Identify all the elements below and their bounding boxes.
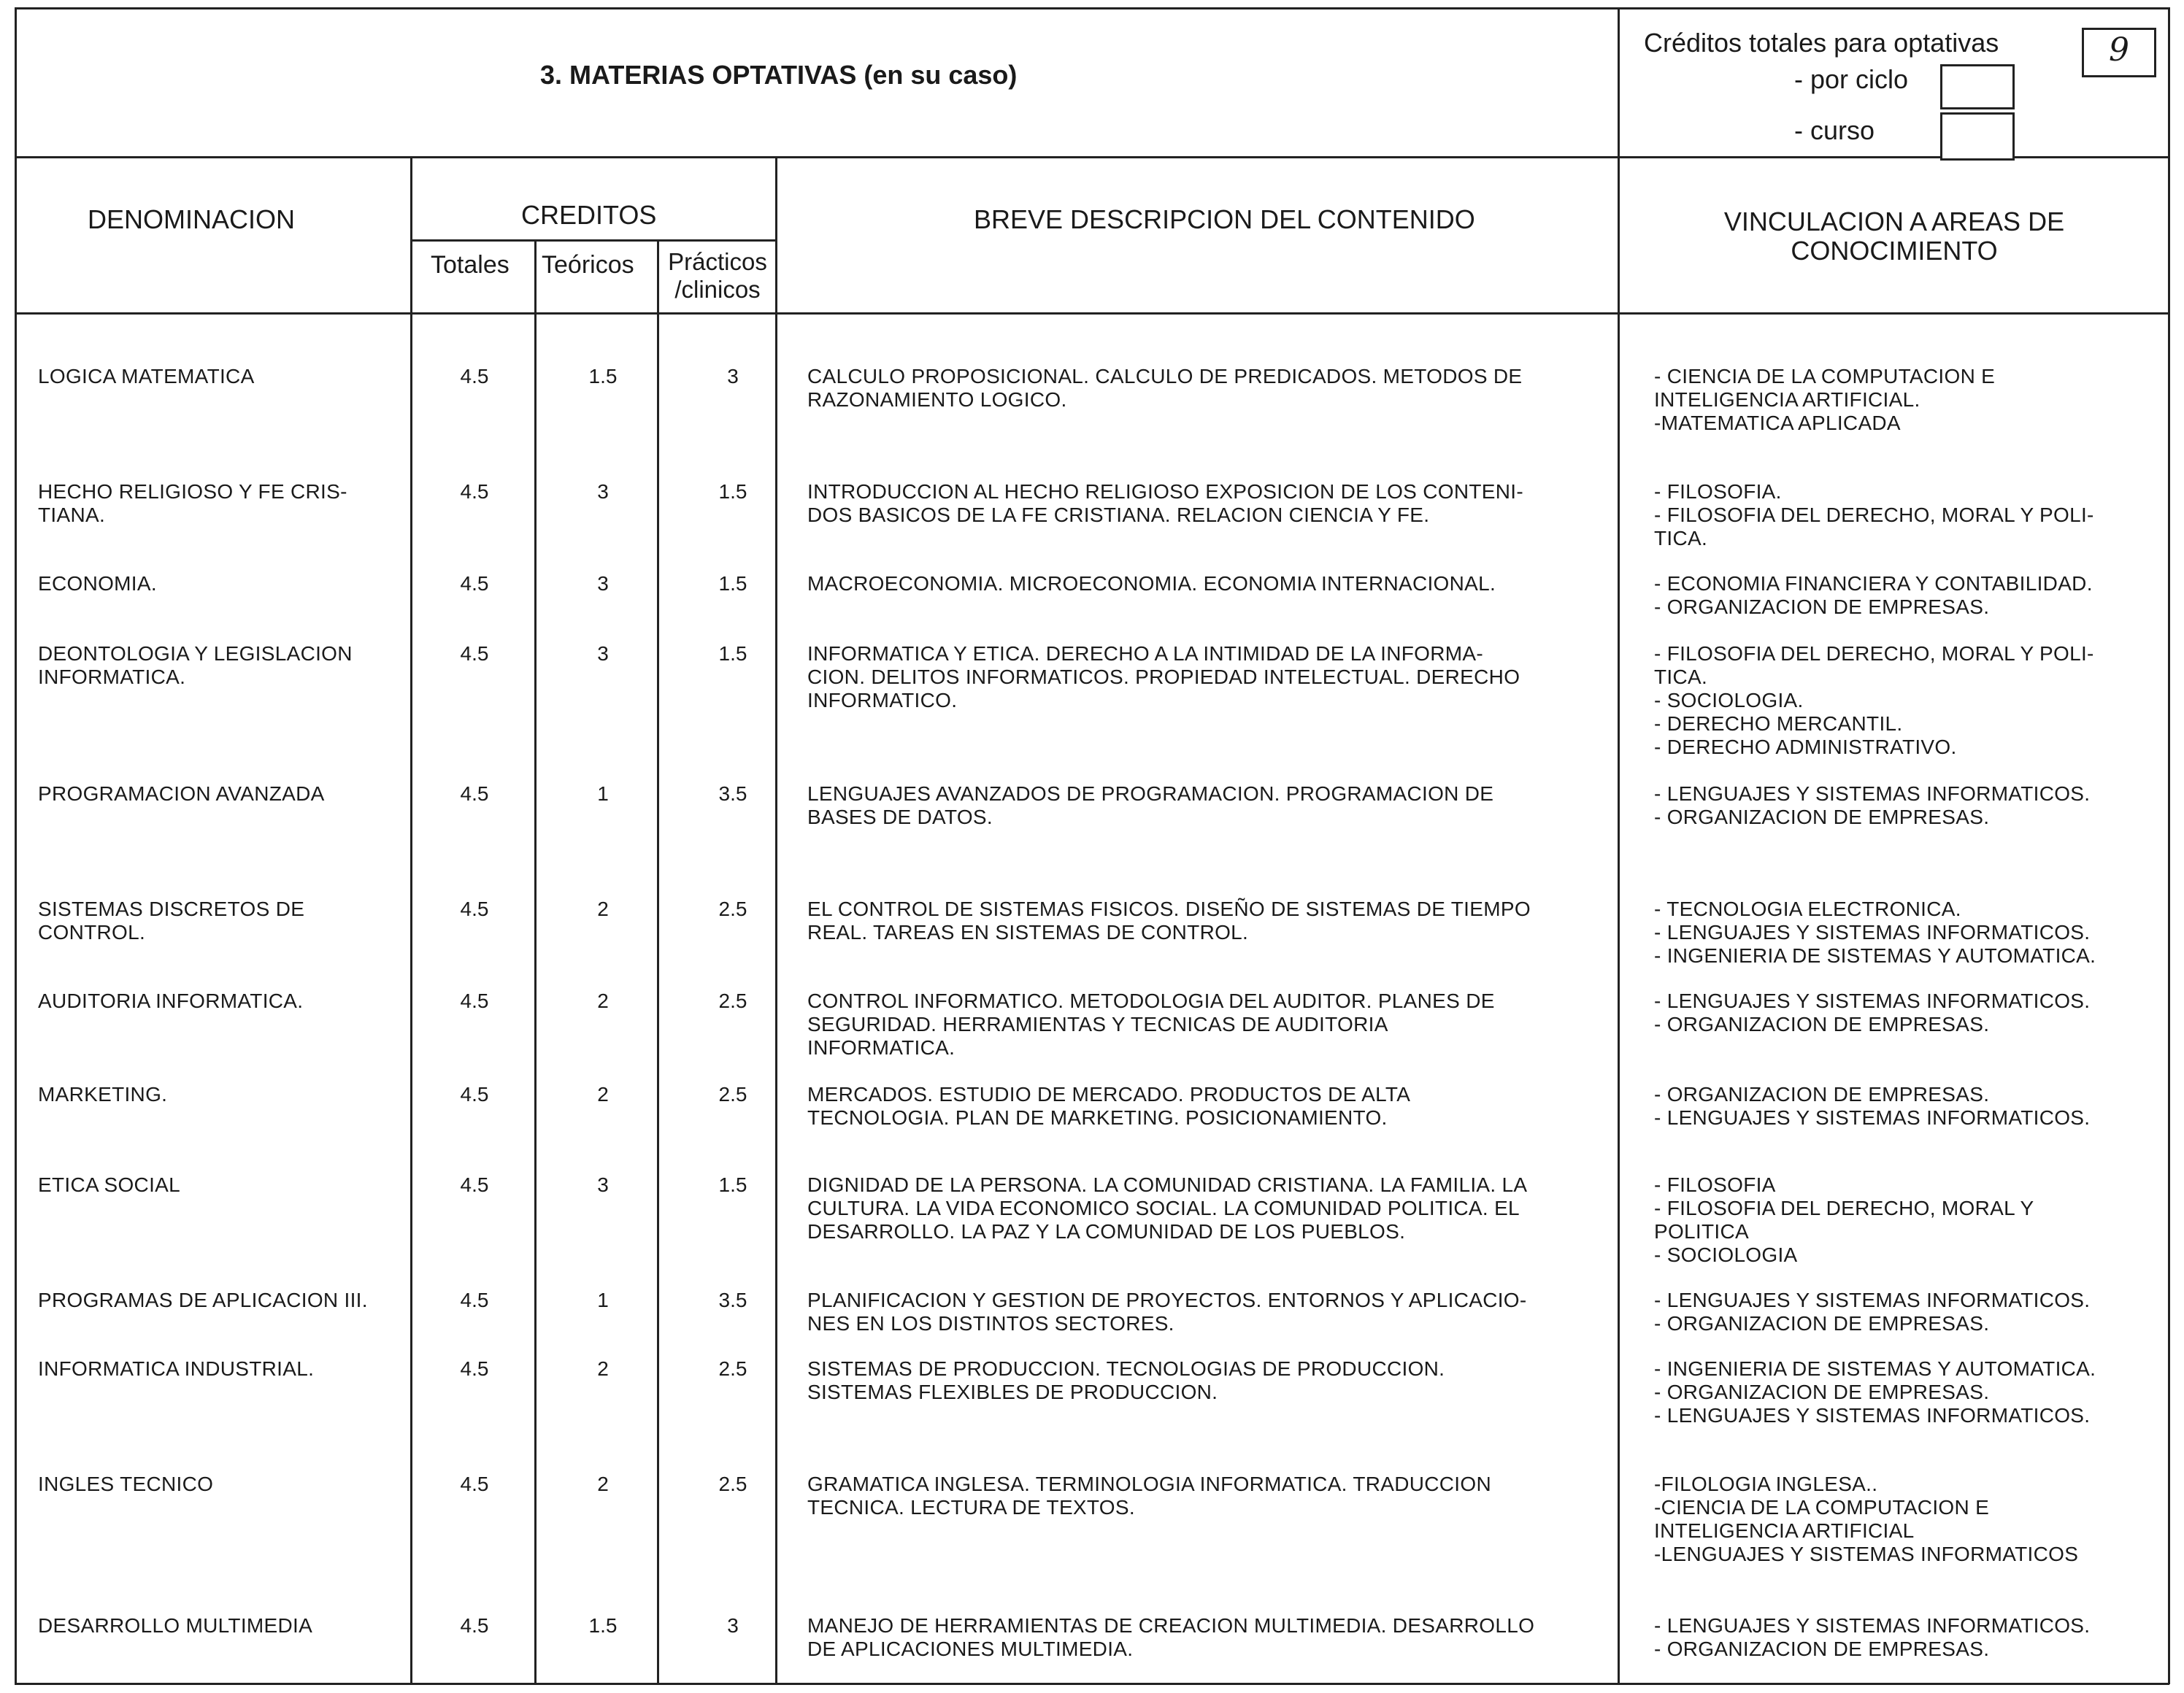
row-practicos: 2.5 <box>718 898 747 920</box>
row-totales: 4.5 <box>460 365 489 387</box>
row-teoricos: 1 <box>597 1289 609 1311</box>
row-teoricos: 2 <box>597 1083 609 1106</box>
row-areas: - FILOSOFIA DEL DERECHO, MORAL Y POLI- TICA. - SOCIOLOGIA. - DERECHO MERCANTIL. - DERECHO ADMINISTRATIVO. <box>1654 642 2094 758</box>
row-denominacion: DEONTOLOGIA Y LEGISLACION INFORMATICA. <box>38 642 353 688</box>
creditos-subheader-divider <box>410 239 775 242</box>
row-practicos: 2.5 <box>718 990 747 1012</box>
row-teoricos: 2 <box>597 990 609 1012</box>
curso-label: - curso <box>1794 115 1875 145</box>
top-border <box>15 7 2169 9</box>
col-divider-teoricos <box>657 239 659 1684</box>
row-totales: 4.5 <box>460 898 489 920</box>
row-practicos: 2.5 <box>718 1473 747 1495</box>
col-header-practicos: Prácticos /clinicos <box>668 248 767 303</box>
row-areas: - FILOSOFIA - FILOSOFIA DEL DERECHO, MORAL Y POLITICA - SOCIOLOGIA <box>1654 1173 2034 1266</box>
row-teoricos: 1.5 <box>588 365 618 387</box>
row-totales: 4.5 <box>460 782 489 805</box>
row-descripcion: DIGNIDAD DE LA PERSONA. LA COMUNIDAD CRISTIANA. LA FAMILIA. LA CULTURA. LA VIDA ECONOMICO SOCIAL. LA COMUNIDAD POLITICA. EL DESARROLLO. LA PAZ Y LA COMUNIDAD DE LOS PUEBLOS. <box>807 1173 1528 1243</box>
col-header-teoricos: Teóricos <box>542 251 634 279</box>
creditos-totales-value: 9 <box>2109 31 2129 69</box>
row-totales: 4.5 <box>460 1357 489 1380</box>
row-areas: - CIENCIA DE LA COMPUTACION E INTELIGENCIA ARTIFICIAL. -MATEMATICA APLICADA <box>1654 365 1996 434</box>
col-header-totales: Totales <box>431 251 510 279</box>
row-teoricos: 3 <box>597 480 609 503</box>
row-teoricos: 2 <box>597 1473 609 1495</box>
col-header-vinculacion: VINCULACION A AREAS DE CONOCIMIENTO <box>1723 207 2065 266</box>
col-header-denominacion: DENOMINACION <box>88 204 296 234</box>
row-areas: - LENGUAJES Y SISTEMAS INFORMATICOS. - ORGANIZACION DE EMPRESAS. <box>1654 1289 2091 1335</box>
section-title: 3. MATERIAS OPTATIVAS (en su caso) <box>540 60 1018 90</box>
row-descripcion: EL CONTROL DE SISTEMAS FISICOS. DISEÑO DE SISTEMAS DE TIEMPO REAL. TAREAS EN SISTEMAS DE CONTROL. <box>807 898 1531 944</box>
row-denominacion: LOGICA MATEMATICA <box>38 365 255 387</box>
row-totales: 4.5 <box>460 642 489 665</box>
row-practicos: 1.5 <box>718 642 747 665</box>
row-descripcion: INFORMATICA Y ETICA. DERECHO A LA INTIMIDAD DE LA INFORMA- CION. DELITOS INFORMATICOS. PROPIEDAD INTELECTUAL. DERECHO INFORMATICO. <box>807 642 1520 711</box>
row-areas: - ORGANIZACION DE EMPRESAS. - LENGUAJES Y SISTEMAS INFORMATICOS. <box>1654 1083 2091 1129</box>
bottom-border <box>15 1683 2169 1685</box>
row-denominacion: SISTEMAS DISCRETOS DE CONTROL. <box>38 898 305 944</box>
row-teoricos: 2 <box>597 898 609 920</box>
header-divider <box>15 156 2169 158</box>
col-header-descripcion: BREVE DESCRIPCION DEL CONTENIDO <box>974 204 1475 234</box>
row-practicos: 1.5 <box>718 572 747 595</box>
col-divider-totales <box>534 239 537 1684</box>
row-totales: 4.5 <box>460 1173 489 1196</box>
row-teoricos: 3 <box>597 1173 609 1196</box>
row-teoricos: 2 <box>597 1357 609 1380</box>
row-descripcion: PLANIFICACION Y GESTION DE PROYECTOS. ENTORNOS Y APLICACIO- NES EN LOS DISTINTOS SECTORES. <box>807 1289 1527 1335</box>
row-denominacion: ETICA SOCIAL <box>38 1173 180 1196</box>
row-totales: 4.5 <box>460 1473 489 1495</box>
row-practicos: 2.5 <box>718 1357 747 1380</box>
curso-box <box>1940 112 2015 161</box>
row-practicos: 2.5 <box>718 1083 747 1106</box>
row-descripcion: MERCADOS. ESTUDIO DE MERCADO. PRODUCTOS DE ALTA TECNOLOGIA. PLAN DE MARKETING. POSICIONAMIENTO. <box>807 1083 1411 1129</box>
row-areas: -FILOLOGIA INGLESA.. -CIENCIA DE LA COMPUTACION E INTELIGENCIA ARTIFICIAL -LENGUAJES Y SISTEMAS INFORMATICOS <box>1654 1473 2079 1565</box>
row-denominacion: PROGRAMAS DE APLICACION III. <box>38 1289 368 1311</box>
row-totales: 4.5 <box>460 1614 489 1637</box>
row-teoricos: 3 <box>597 642 609 665</box>
row-totales: 4.5 <box>460 572 489 595</box>
row-practicos: 3 <box>727 1614 739 1637</box>
row-denominacion: MARKETING. <box>38 1083 168 1106</box>
row-practicos: 3.5 <box>718 782 747 805</box>
por-ciclo-box <box>1940 64 2015 109</box>
row-practicos: 3.5 <box>718 1289 747 1311</box>
col-divider-vinculacion <box>1618 7 1620 1684</box>
col-divider-denominacion <box>410 156 412 1684</box>
col-header-creditos: CREDITOS <box>521 200 657 230</box>
row-totales: 4.5 <box>460 990 489 1012</box>
row-practicos: 1.5 <box>718 1173 747 1196</box>
row-descripcion: LENGUAJES AVANZADOS DE PROGRAMACION. PROGRAMACION DE BASES DE DATOS. <box>807 782 1494 828</box>
row-areas: - LENGUAJES Y SISTEMAS INFORMATICOS. - ORGANIZACION DE EMPRESAS. <box>1654 990 2091 1036</box>
row-totales: 4.5 <box>460 1289 489 1311</box>
left-border <box>15 7 17 1684</box>
row-teoricos: 1.5 <box>588 1614 618 1637</box>
row-teoricos: 3 <box>597 572 609 595</box>
row-denominacion: PROGRAMACION AVANZADA <box>38 782 325 805</box>
por-ciclo-label: - por ciclo <box>1794 64 1909 94</box>
row-denominacion: INGLES TECNICO <box>38 1473 214 1495</box>
creditos-totales-label: Créditos totales para optativas <box>1644 28 1999 58</box>
row-areas: - TECNOLOGIA ELECTRONICA. - LENGUAJES Y SISTEMAS INFORMATICOS. - INGENIERIA DE SISTEMAS Y AUTOMATICA. <box>1654 898 2096 967</box>
row-denominacion: DESARROLLO MULTIMEDIA <box>38 1614 313 1637</box>
row-areas: - LENGUAJES Y SISTEMAS INFORMATICOS. - ORGANIZACION DE EMPRESAS. <box>1654 1614 2091 1660</box>
row-practicos: 3 <box>727 365 739 387</box>
row-denominacion: HECHO RELIGIOSO Y FE CRIS- TIANA. <box>38 480 347 526</box>
row-areas: - ECONOMIA FINANCIERA Y CONTABILIDAD. - ORGANIZACION DE EMPRESAS. <box>1654 572 2093 618</box>
row-descripcion: CONTROL INFORMATICO. METODOLOGIA DEL AUDITOR. PLANES DE SEGURIDAD. HERRAMIENTAS Y TECNICAS DE AUDITORIA INFORMATICA. <box>807 990 1495 1059</box>
row-teoricos: 1 <box>597 782 609 805</box>
row-denominacion: AUDITORIA INFORMATICA. <box>38 990 304 1012</box>
row-areas: - INGENIERIA DE SISTEMAS Y AUTOMATICA. - ORGANIZACION DE EMPRESAS. - LENGUAJES Y SISTEMAS INFORMATICOS. <box>1654 1357 2096 1427</box>
row-denominacion: ECONOMIA. <box>38 572 157 595</box>
row-descripcion: GRAMATICA INGLESA. TERMINOLOGIA INFORMATICA. TRADUCCION TECNICA. LECTURA DE TEXTOS. <box>807 1473 1491 1519</box>
creditos-totales-box <box>2082 28 2156 77</box>
row-totales: 4.5 <box>460 480 489 503</box>
row-practicos: 1.5 <box>718 480 747 503</box>
row-descripcion: INTRODUCCION AL HECHO RELIGIOSO EXPOSICION DE LOS CONTENI- DOS BASICOS DE LA FE CRISTIANA. RELACION CIENCIA Y FE. <box>807 480 1523 526</box>
row-descripcion: CALCULO PROPOSICIONAL. CALCULO DE PREDICADOS. METODOS DE RAZONAMIENTO LOGICO. <box>807 365 1523 411</box>
row-descripcion: SISTEMAS DE PRODUCCION. TECNOLOGIAS DE PRODUCCION. SISTEMAS FLEXIBLES DE PRODUCCION. <box>807 1357 1445 1403</box>
right-border <box>2168 7 2170 1684</box>
row-areas: - FILOSOFIA. - FILOSOFIA DEL DERECHO, MORAL Y POLI- TICA. <box>1654 480 2094 549</box>
row-totales: 4.5 <box>460 1083 489 1106</box>
column-header-bottom <box>15 312 2169 315</box>
row-descripcion: MANEJO DE HERRAMIENTAS DE CREACION MULTIMEDIA. DESARROLLO DE APLICACIONES MULTIMEDIA. <box>807 1614 1535 1660</box>
row-descripcion: MACROECONOMIA. MICROECONOMIA. ECONOMIA INTERNACIONAL. <box>807 572 1496 595</box>
row-areas: - LENGUAJES Y SISTEMAS INFORMATICOS. - ORGANIZACION DE EMPRESAS. <box>1654 782 2091 828</box>
row-denominacion: INFORMATICA INDUSTRIAL. <box>38 1357 315 1380</box>
